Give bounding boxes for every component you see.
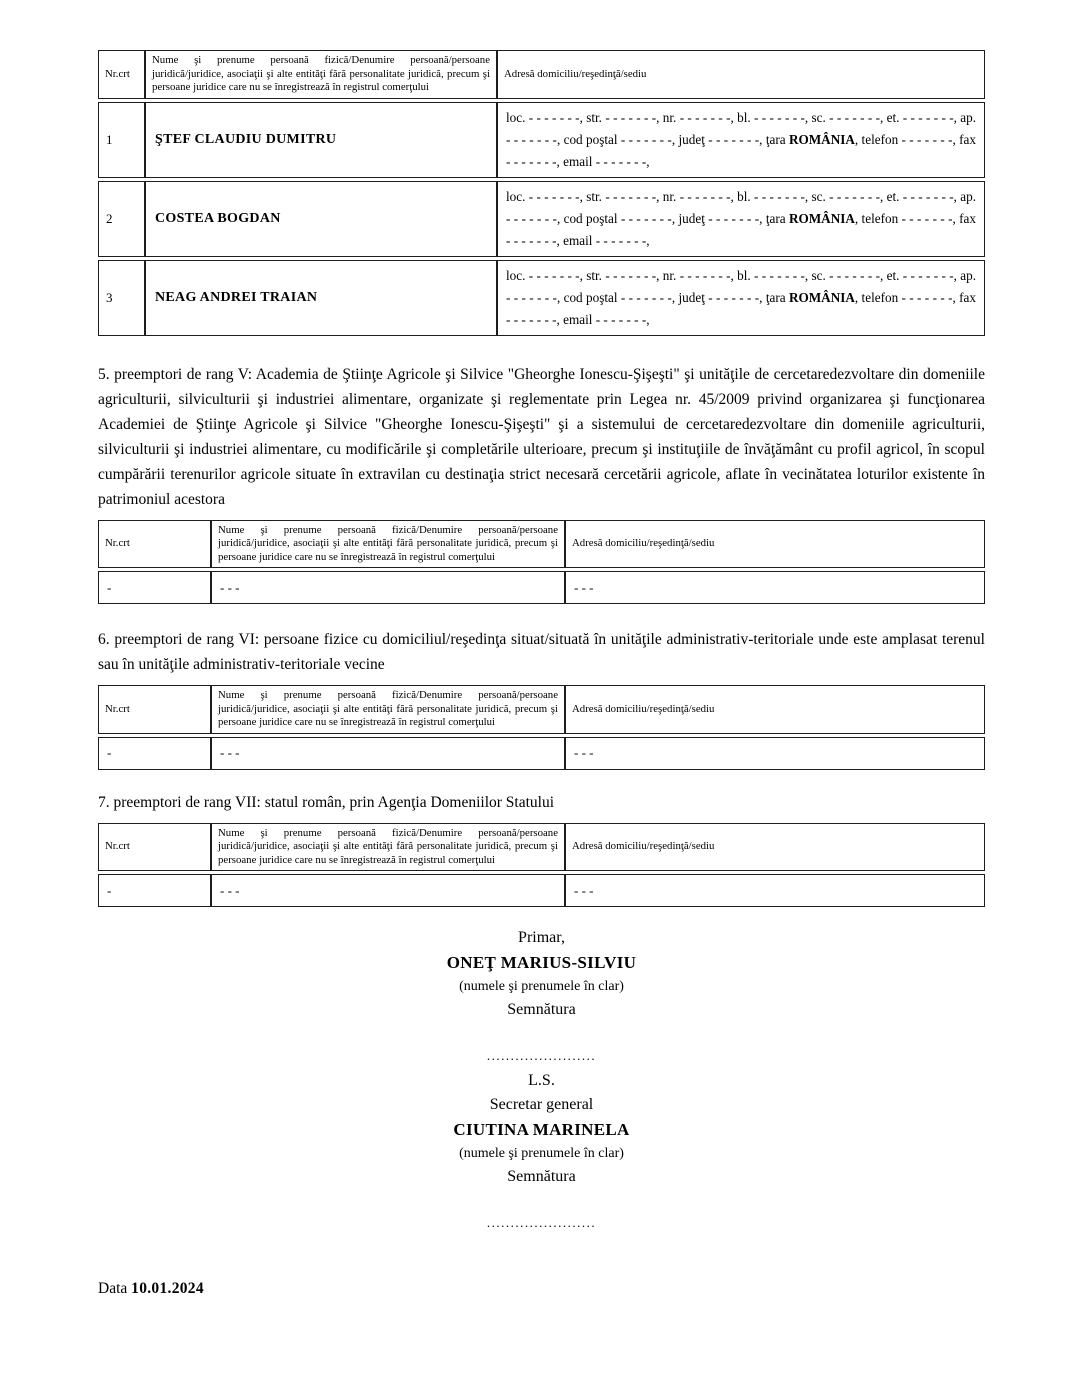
row-number: - [98,737,211,770]
address-text: , telefon - - - - - - -, fax - - - - - - -, email - - - - - - -, [506,210,976,248]
person-name: - - - [211,737,565,770]
ls-label: L.S. [528,1072,555,1089]
address-cell [497,102,985,178]
address-text: loc. - - - - - - -, str. - - - - - - -, nr. - - - - - - -, bl. - - - - - - -, sc. - - - - - - -, et. - - - - - - -, ap. - - - - - - -, cod poştal - - - - - - -, judeţ - - - - - - -, ţara [506,188,976,226]
primar-title: Primar, [518,929,565,946]
name-note: (numele şi prenumele în clar) [459,1146,624,1161]
address-text: loc. - - - - - - -, str. - - - - - - -, nr. - - - - - - -, bl. - - - - - - -, sc. - - - - - - -, et. - - - - - - -, ap. - - - - - - -, cod poştal - - - - - - -, judeţ - - - - - - -, ţara [506,109,976,147]
signature-label: Semnătura [507,1168,576,1185]
country-name: ROMÂNIA [788,210,855,226]
date-label: Data [98,1280,128,1297]
column-header-name: Nume şi prenume persoană fizică/Denumire persoană/persoane juridică/juridice, asociaţii şi alte entităţi fără personalitate juridică, precum şi persoane juridice care nu se înregistrează în registrul comerţului [211,685,565,734]
table-header-row [98,50,985,99]
address-cell: - - - [565,874,985,907]
signature-dotted-line: ....................... [486,1048,597,1063]
table-header-row [98,685,985,734]
person-name: ŞTEF CLAUDIU DUMITRU [145,102,497,178]
row-number: - [98,571,211,604]
row-number: - [98,874,211,907]
row-number: 1 [98,102,145,178]
column-header-nr: Nr.crt [98,823,211,872]
address-text: loc. - - - - - - -, str. - - - - - - -, nr. - - - - - - -, bl. - - - - - - -, sc. - - - - - - -, et. - - - - - - -, ap. - - - - - - -, cod poştal - - - - - - -, judeţ - - - - - - -, ţara [506,267,976,305]
name-note: (numele şi prenumele în clar) [459,979,624,994]
table-row [98,874,985,907]
address-cell [497,260,985,336]
address-cell: - - - [565,737,985,770]
date-value: 10.01.2024 [131,1280,204,1297]
address-cell [497,181,985,257]
signature-dotted-line: ....................... [486,1215,597,1230]
person-name: COSTEA BOGDAN [145,181,497,257]
row-number: 3 [98,260,145,336]
secretary-title: Secretar general [489,1096,594,1113]
column-header-address: Adresă domiciliu/reşedinţă/sediu [565,520,985,569]
paragraph-rang-vi: 6. preemptori de rang VI: persoane fizice cu domiciliul/reşedinţa situat/situată în unităţile administrativ-teritoriale unde este amplasat terenul sau în unităţile administrativ-teritoriale vecine [98,631,985,673]
column-header-nr: Nr.crt [98,50,145,99]
column-header-nr: Nr.crt [98,685,211,734]
table-row [98,181,985,257]
column-header-address: Adresă domiciliu/reşedinţă/sediu [565,685,985,734]
table-row [98,571,985,604]
column-header-address: Adresă domiciliu/reşedinţă/sediu [497,50,985,99]
person-name: - - - [211,571,565,604]
address-text: , telefon - - - - - - -, fax - - - - - - -, email - - - - - - -, [506,131,976,169]
primar-name: ONEŢ MARIUS-SILVIU [446,953,637,972]
rang-vi-table [98,682,985,773]
row-number: 2 [98,181,145,257]
table-header-row [98,520,985,569]
signature-block [98,926,985,1230]
paragraph-rang-vii: 7. preemptori de rang VII: statul român, prin Agenţia Domeniilor Statului [98,793,555,811]
column-header-name: Nume şi prenume persoană fizică/Denumire persoană/persoane juridică/juridice, asociaţii şi alte entităţi fără personalitate juridică, precum şi persoane juridice care nu se înregistrează în registrul comerţului [211,823,565,872]
paragraph-rang-v: 5. preemptori de rang V: Academia de Ştiinţe Agricole şi Silvice "Gheorghe Ionescu-Şişeşti" şi unităţile de cercetaredezvoltare din domeniile agriculturii, silviculturii şi industriei alimentare, organizate şi reglementate prin Legea nr. 45/2009 privind organizarea şi funcţionarea Academiei de Ştiinţe Agricole şi Silvice "Gheorghe Ionescu-Şişeşti" şi a sistemului de cercetaredezvoltare din domeniile agriculturii, silviculturii şi industriei alimentare, cu modificările şi completările ulterioare, precum şi instituţiile de învăţământ cu profil agricol, în scopul cumpărării terenurilor agricole situate în extravilan cu destinaţia strict necesară cercetării agricole, aflate în vecinătatea loturilor existente în patrimoniul acestora [98,365,985,508]
address-text: , telefon - - - - - - -, fax - - - - - - -, email - - - - - - -, [506,289,976,327]
rang-v-table [98,517,985,608]
column-header-name: Nume şi prenume persoană fizică/Denumire persoană/persoane juridică/juridice, asociaţii şi alte entităţi fără personalitate juridică, precum şi persoane juridice care nu se înregistrează în registrul comerţului [145,50,497,99]
country-name: ROMÂNIA [788,131,855,147]
person-name: - - - [211,874,565,907]
address-cell: - - - [565,571,985,604]
table-header-row [98,823,985,872]
signature-label: Semnătura [507,1001,576,1018]
table-row [98,260,985,336]
preemptors-main-table [98,47,985,339]
rang-vii-table [98,820,985,911]
person-name: NEAG ANDREI TRAIAN [145,260,497,336]
country-name: ROMÂNIA [788,289,855,305]
column-header-address: Adresă domiciliu/reşedinţă/sediu [565,823,985,872]
column-header-nr: Nr.crt [98,520,211,569]
table-row [98,737,985,770]
column-header-name: Nume şi prenume persoană fizică/Denumire persoană/persoane juridică/juridice, asociaţii şi alte entităţi fără personalitate juridică, precum şi persoane juridice care nu se înregistrează în registrul comerţului [211,520,565,569]
table-row [98,102,985,178]
date-line [98,1280,985,1298]
secretary-name: CIUTINA MARINELA [453,1120,630,1139]
